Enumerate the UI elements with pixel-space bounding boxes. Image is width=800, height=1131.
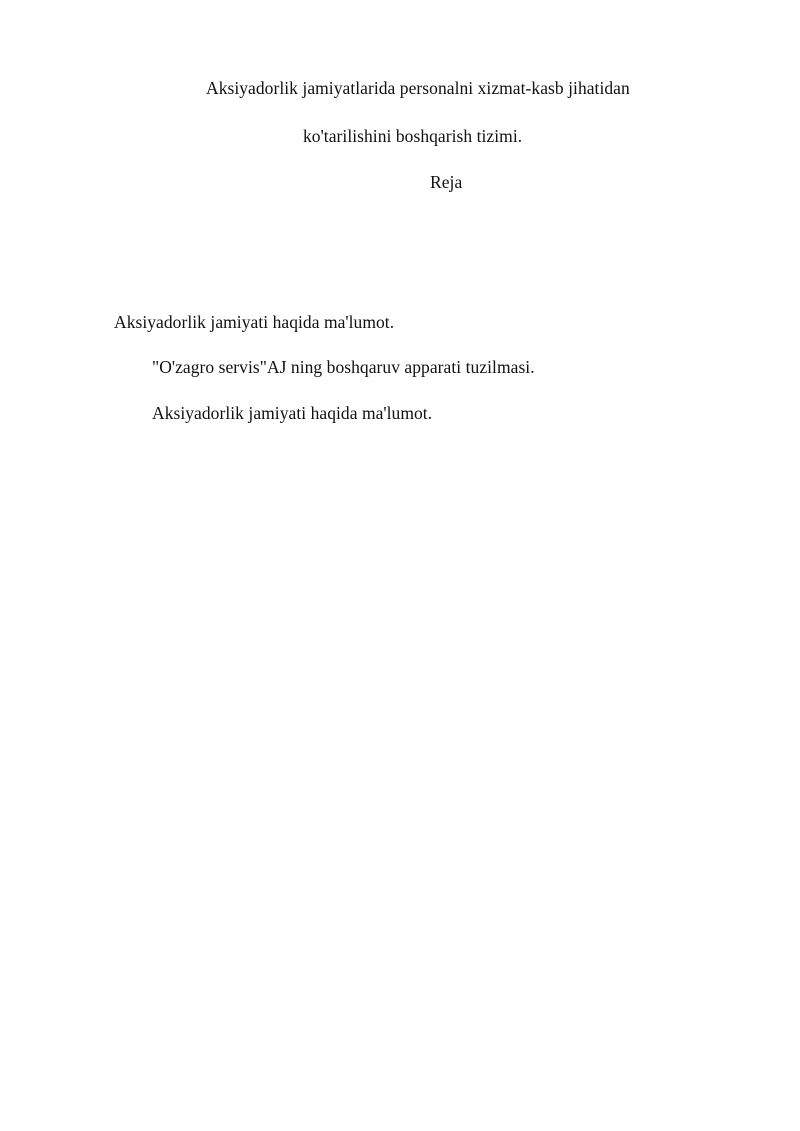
plan-item-1: Aksiyadorlik jamiyati haqida ma'lumot. (114, 312, 395, 332)
plan-item-3: Aksiyadorlik jamiyati haqida ma'lumot. (152, 403, 433, 423)
title-line-2: ko'tarilishini boshqarish tizimi. (303, 126, 523, 146)
plan-item-2: "O'zagro servis"AJ ning boshqaruv apparati tuzilmasi. (152, 357, 535, 377)
title-line-1: Aksiyadorlik jamiyatlarida personalni xizmat-kasb jihatidan (206, 78, 630, 98)
plan-heading: Reja (430, 172, 463, 192)
